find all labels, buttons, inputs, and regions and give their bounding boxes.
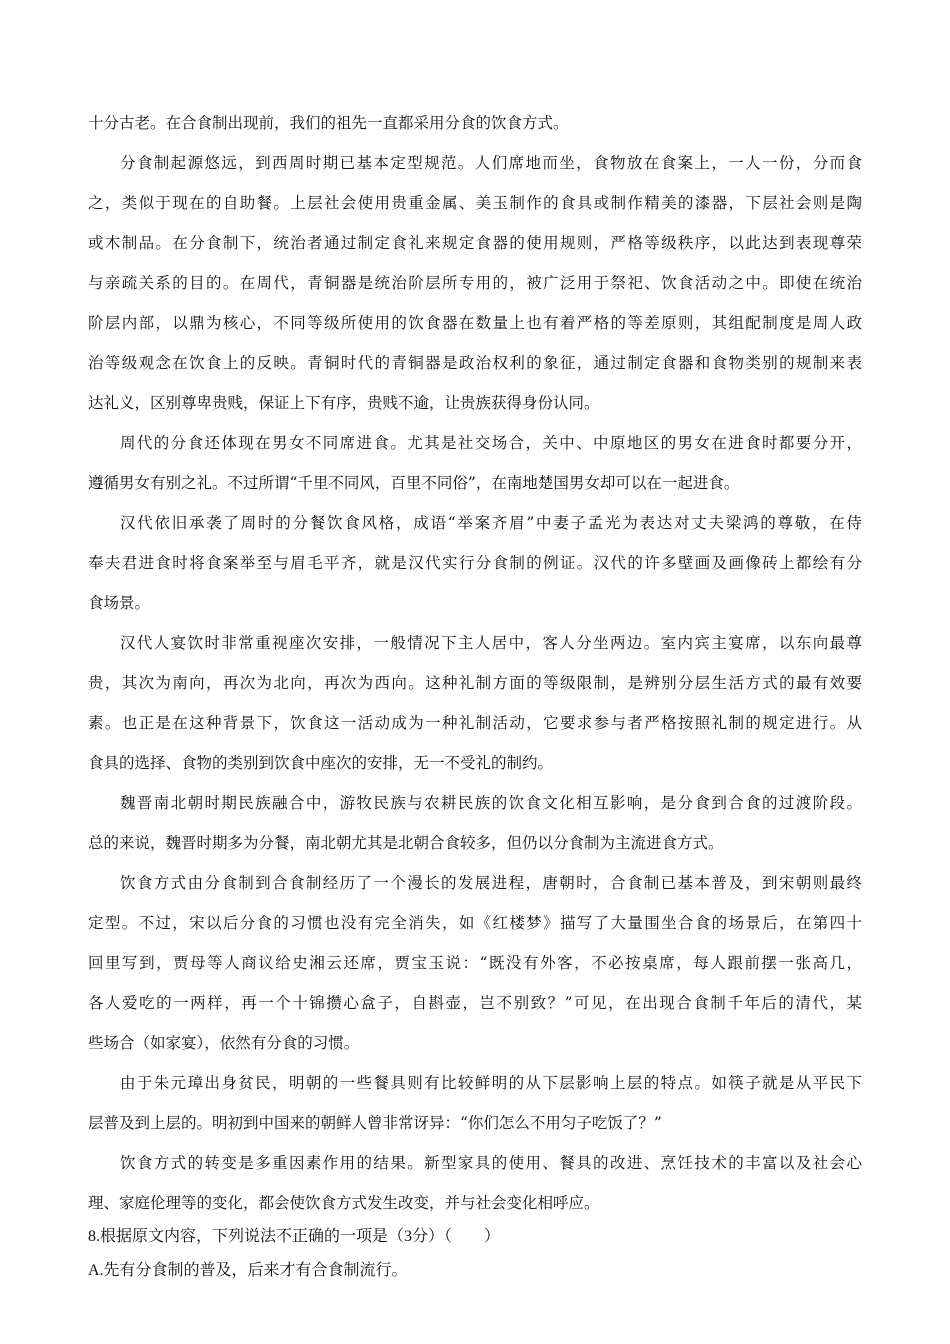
text-line: 由于朱元璋出身贫民，明朝的一些餐具则有比较鲜明的从下层影响上层的特点。如筷子就是从平民下 [120, 1074, 862, 1092]
text-line: 贵，其次为南向，再次为北向，再次为西向。这种礼制方面的等级限制，是辨别分层生活方式的最有效要 [88, 674, 862, 692]
text-line: 或木制品。在分食制下，统治者通过制定食礼来规定食器的使用规则，严格等级秩序，以此达到表现尊荣 [88, 234, 862, 252]
text-line: 与亲疏关系的目的。在周代，青铜器是统治阶层所专用的，被广泛用于祭祀、饮食活动之中。即使在统治 [88, 274, 862, 292]
text-line: 之，类似于现在的自助餐。上层社会使用贵重金属、美玉制作的食具或制作精美的漆器，下层社会则是陶 [88, 194, 862, 212]
text-line: 治等级观念在饮食上的反映。青铜时代的青铜器是政治权利的象征，通过制定食器和食物类别的规制来表 [88, 354, 862, 372]
text-line: 些场合（如家宴），依然有分食的习惯。 [88, 1034, 360, 1052]
text-line: 定型。不过，宋以后分食的习惯也没有完全消失，如《红楼梦》描写了大量围坐合食的场景后，在第四十 [88, 914, 862, 932]
text-line: 饮食方式由分食制到合食制经历了一个漫长的发展进程，唐朝时，合食制已基本普及，到宋朝则最终 [120, 874, 862, 892]
text-line: 回里写到，贾母等人商议给史湘云还席，贾宝玉说：“既没有外客，不必按桌席，每人跟前摆一张高几， [88, 954, 862, 972]
text-line: 阶层内部，以鼎为核心，不同等级所使用的饮食器在数量上也有着严格的等差原则，其组配制度是周人政 [88, 314, 862, 332]
text-line: 食具的选择、食物的类别到饮食中座次的安排，无一不受礼的制约。 [88, 754, 554, 772]
text-line: 周代的分食还体现在男女不同席进食。尤其是社交场合，关中、中原地区的男女在进食时都要分开， [120, 434, 862, 452]
question-option-a: A.先有分食制的普及，后来才有合食制流行。 [88, 1262, 408, 1279]
text-line: 魏晋南北朝时期民族融合中，游牧民族与农耕民族的饮食文化相互影响，是分食到合食的过渡阶段。 [120, 794, 862, 812]
text-line: 饮食方式的转变是多重因素作用的结果。新型家具的使用、餐具的改进、烹饪技术的丰富以及社会心 [120, 1154, 862, 1172]
question-stem: 8.根据原文内容，下列说法不正确的一项是（3分）（ ） [88, 1228, 501, 1245]
text-line: 十分古老。在合食制出现前，我们的祖先一直都采用分食的饮食方式。 [88, 114, 569, 132]
text-line: 分食制起源悠远，到西周时期已基本定型规范。人们席地而坐，食物放在食案上，一人一份，分而食 [120, 154, 862, 172]
text-line: 总的来说，魏晋时期多为分餐，南北朝尤其是北朝合食较多，但仍以分食制为主流进食方式。 [88, 834, 724, 852]
text-line: 达礼义，区别尊卑贵贱，保证上下有序，贵贱不逾，让贵族获得身份认同。 [88, 394, 600, 412]
text-line: 食场景。 [88, 594, 151, 612]
text-line: 层普及到上层的。明初到中国来的朝鲜人曾非常讶异：“你们怎么不用匀子吃饭了？” [88, 1114, 662, 1132]
text-line: 奉夫君进食时将食案举至与眉毛平齐，就是汉代实行分食制的例证。汉代的许多壁画及画像砖上都绘有分 [88, 554, 862, 572]
text-line: 各人爱吃的一两样，再一个十锦攒心盒子，自斟壶，岂不别致？”可见，在出现合食制千年后的清代，某 [88, 994, 862, 1012]
text-line: 遵循男女有别之礼。不过所谓“千里不同风，百里不同俗”，在南地楚国男女却可以在一起进食。 [88, 474, 740, 492]
text-line: 汉代人宴饮时非常重视座次安排，一般情况下主人居中，客人分坐两边。室内宾主宴席，以东向最尊 [120, 634, 862, 652]
text-line: 素。也正是在这种背景下，饮食这一活动成为一种礼制活动，它要求参与者严格按照礼制的规定进行。从 [88, 714, 862, 732]
text-line: 理、家庭伦理等的变化，都会使饮食方式发生改变，并与社会变化相呼应。 [88, 1194, 600, 1212]
text-line: 汉代依旧承袭了周时的分餐饮食风格，成语“举案齐眉”中妻子孟光为表达对丈夫梁鸿的尊敬，在侍 [120, 514, 862, 532]
